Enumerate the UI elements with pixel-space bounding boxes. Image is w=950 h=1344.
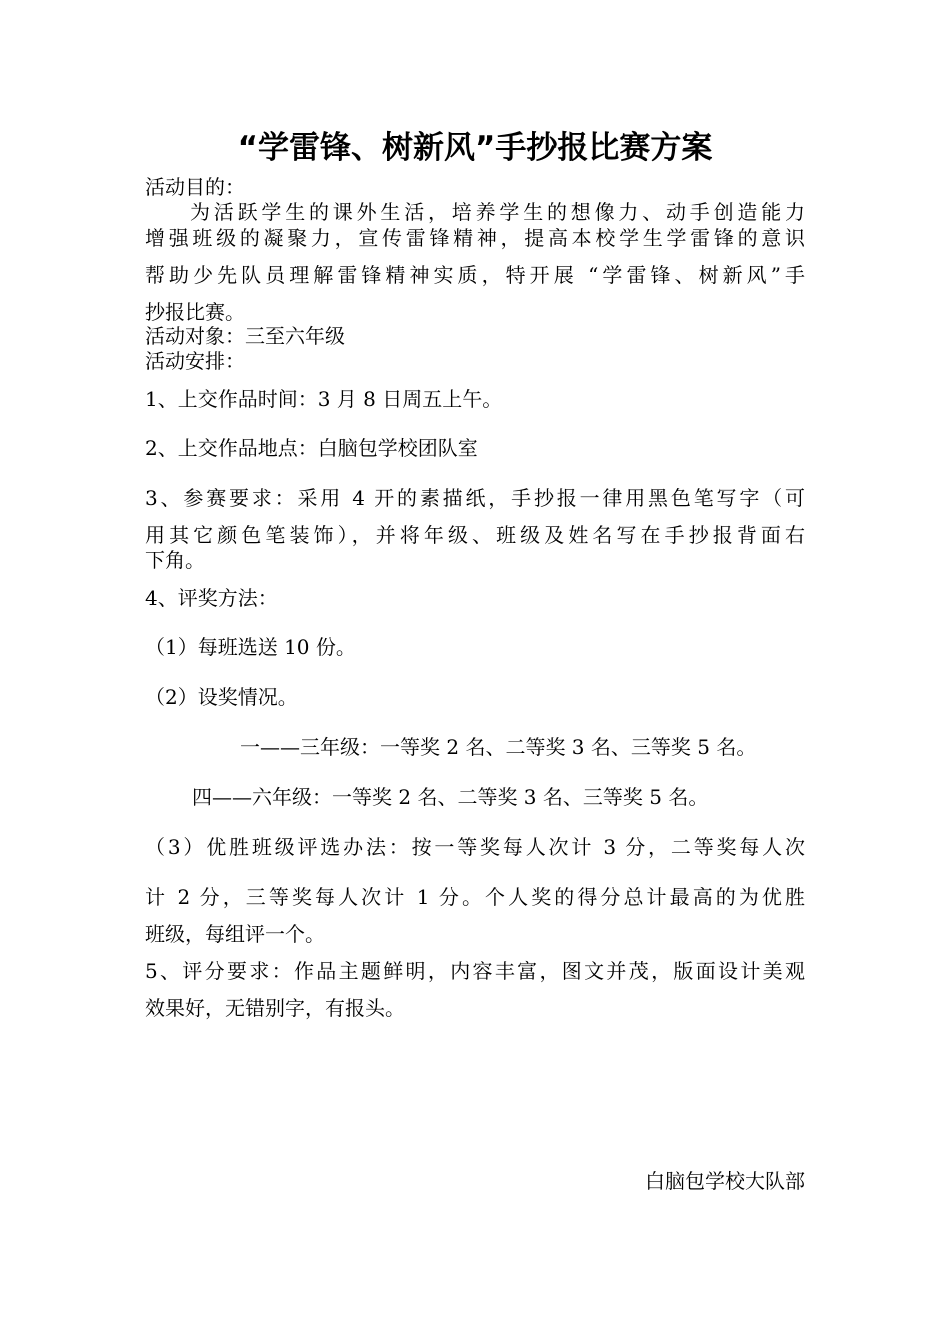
- list-item: 1、上交作品时间：3 月 8 日周五上午。: [145, 387, 503, 411]
- award-line: 一——三年级：一等奖 2 名、二等奖 3 名、三等奖 5 名。: [240, 735, 757, 759]
- section-heading-purpose: 活动目的：: [145, 175, 245, 199]
- paragraph-line: 计 2 分，三等奖每人次计 1 分。个人奖的得分总计最高的为优胜: [145, 885, 805, 909]
- signature: 白脑包学校大队部: [645, 1169, 805, 1193]
- list-item: （2）设奖情况。: [145, 685, 298, 709]
- paragraph-line: 班级，每组评一个。: [145, 922, 325, 946]
- section-heading-arrangement: 活动安排：: [145, 349, 245, 373]
- document-title: “学雷锋、树新风”手抄报比赛方案: [237, 130, 713, 166]
- paragraph-line: 效果好，无错别字，有报头。: [145, 996, 405, 1020]
- paragraph-line: 增强班级的凝聚力，宣传雷锋精神，提高本校学生学雷锋的意识: [145, 226, 805, 250]
- paragraph-line: 用其它颜色笔装饰），并将年级、班级及姓名写在手抄报背面右: [145, 523, 805, 547]
- list-item: 4、评奖方法：: [145, 586, 278, 610]
- list-item: 3、参赛要求：采用 4 开的素描纸，手抄报一律用黑色笔写字（可: [145, 486, 805, 510]
- activity-target: 活动对象：三至六年级: [145, 324, 345, 348]
- award-line: 四——六年级：一等奖 2 名、二等奖 3 名、三等奖 5 名。: [192, 785, 709, 809]
- list-item: （1）每班选送 10 份。: [145, 635, 356, 659]
- list-item: 5、评分要求：作品主题鲜明，内容丰富，图文并茂，版面设计美观: [145, 959, 805, 983]
- list-item: 2、上交作品地点：白脑包学校团队室: [145, 436, 478, 460]
- paragraph-line: 帮助少先队员理解雷锋精神实质，特开展 “学雷锋、树新风”手: [145, 263, 805, 287]
- paragraph-line: 为活跃学生的课外生活，培养学生的想像力、动手创造能力: [190, 200, 805, 224]
- paragraph-line: 抄报比赛。: [145, 300, 245, 324]
- paragraph-line: 下角。: [145, 548, 205, 572]
- list-item: （3）优胜班级评选办法：按一等奖每人次计 3 分，二等奖每人次: [145, 835, 805, 859]
